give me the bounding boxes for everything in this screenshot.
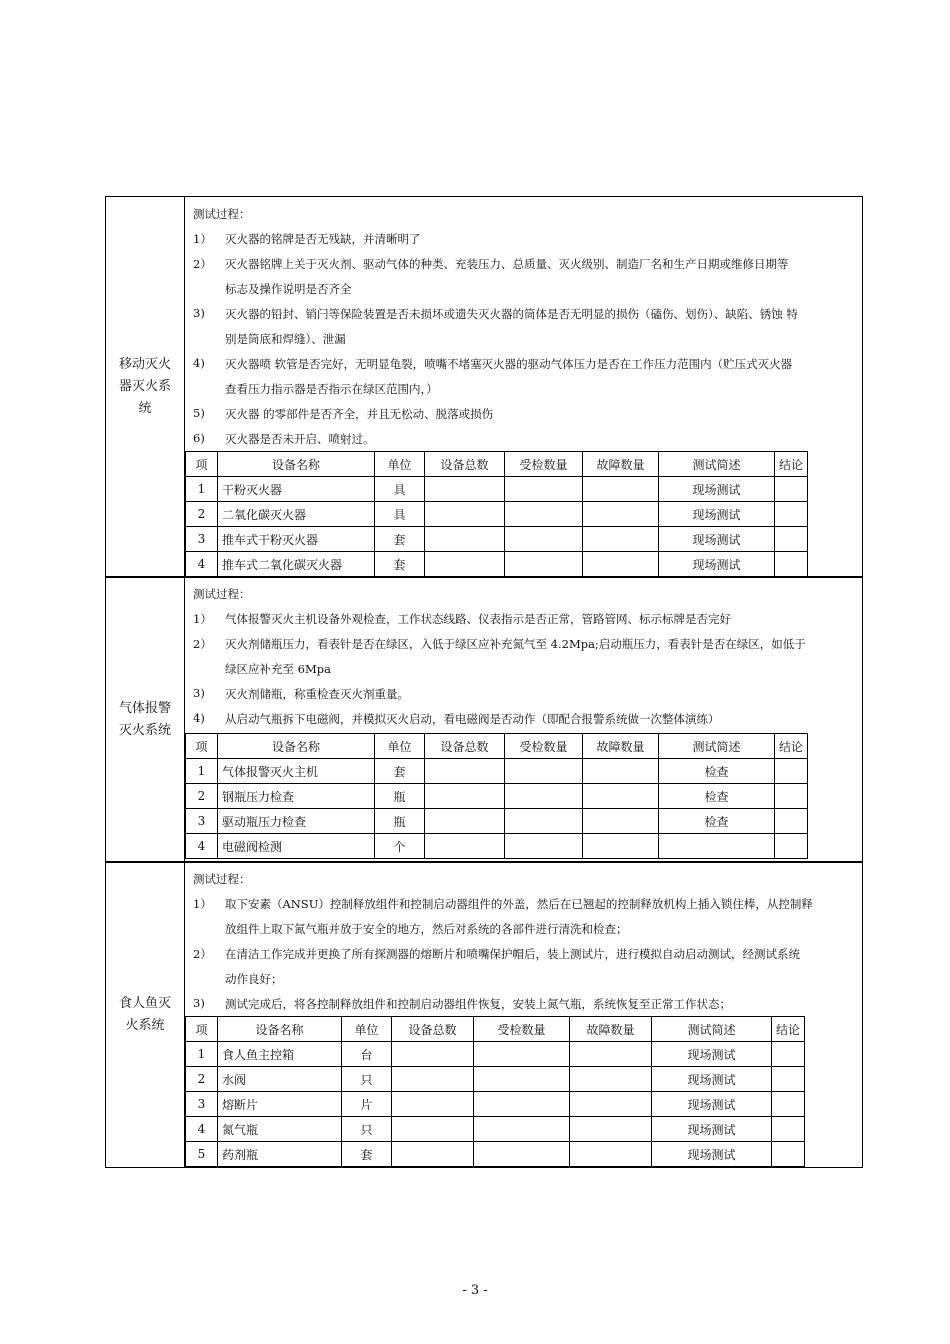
process-step-line	[193, 231, 856, 251]
table-row	[186, 759, 808, 784]
process-step-line	[193, 946, 856, 966]
cell-col-result	[775, 759, 808, 784]
cell-col-total	[425, 834, 505, 859]
header-col-name: 设备名称	[218, 734, 375, 759]
cell-col-desc: 现场测试	[659, 502, 775, 527]
cell-col-unit: 套	[375, 527, 425, 552]
cell-col-total	[425, 759, 505, 784]
cell-col-desc: 检查	[659, 759, 775, 784]
cell-col-unit: 具	[375, 477, 425, 502]
process-title: 测试过程：	[193, 207, 251, 221]
process-step-line	[193, 686, 856, 706]
section-label	[106, 197, 185, 576]
cell-col-total	[425, 477, 505, 502]
cell-col-unit: 只	[342, 1117, 392, 1142]
cell-col-checked	[474, 1067, 570, 1092]
header-col-fault: 故障数量	[570, 1017, 652, 1042]
cell-col-result	[772, 1042, 805, 1067]
section-label-line: 火系统	[125, 1018, 165, 1033]
cell-col-no: 1	[186, 1042, 218, 1067]
process-step-line	[193, 406, 856, 426]
cell-col-unit: 瓶	[375, 784, 425, 809]
table-row	[186, 502, 808, 527]
process-title: 测试过程：	[193, 587, 251, 601]
cell-col-total	[392, 1067, 474, 1092]
process-step-number: 4)	[193, 356, 205, 370]
cell-col-checked	[474, 1042, 570, 1067]
section-label-line: 器灭火系	[118, 378, 171, 394]
cell-col-desc: 现场测试	[652, 1142, 772, 1167]
table-row	[186, 1142, 805, 1167]
process-step-number: 2）	[193, 947, 212, 961]
cell-col-unit: 片	[342, 1092, 392, 1117]
cell-col-checked	[505, 759, 583, 784]
table-header-row	[186, 1017, 805, 1042]
process-step-text: 灭火器的铭牌是否无残缺，并清晰明了	[225, 232, 421, 246]
process-step-number: 3)	[193, 686, 205, 700]
equipment-table	[185, 733, 808, 859]
table-row	[186, 1067, 805, 1092]
cell-col-no: 3	[186, 527, 218, 552]
table-header-row	[186, 452, 808, 477]
table-row	[186, 1092, 805, 1117]
header-col-fault: 故障数量	[583, 734, 659, 759]
process-step-line	[193, 996, 856, 1016]
cell-col-name: 氮气瓶	[218, 1117, 342, 1142]
cell-col-no: 3	[186, 809, 218, 834]
cell-col-desc: 现场测试	[659, 552, 775, 577]
cell-col-result	[775, 552, 808, 577]
section-label-line: 移动灭火	[118, 356, 171, 372]
cell-col-fault	[570, 1117, 652, 1142]
process-step-text: 灭火器的铅封、销闩等保险装置是否未损坏或遗失灭火器的筒体是否无明显的损伤（磕伤、划伤）、缺陷、锈蚀 特	[225, 307, 798, 321]
process-step-text: 灭火器喷 软管是否完好，无明显龟裂，喷嘴不堵塞灭火器的驱动气体压力是否在工作压力范围内（贮压式灭火器	[225, 357, 793, 371]
cell-col-unit: 只	[342, 1067, 392, 1092]
cell-col-result	[775, 809, 808, 834]
cell-col-fault	[583, 527, 659, 552]
process-step-number: 5)	[193, 406, 205, 420]
cell-col-name: 推车式二氧化碳灭火器	[218, 552, 375, 577]
process-step-line	[193, 356, 856, 376]
cell-col-no: 5	[186, 1142, 218, 1167]
equipment-table	[185, 1016, 805, 1167]
cell-col-unit: 套	[375, 552, 425, 577]
table-row	[186, 784, 808, 809]
process-step-line	[193, 611, 856, 631]
cell-col-no: 2	[186, 784, 218, 809]
process-step-number: 2）	[193, 637, 212, 651]
page-number: - 3 -	[462, 1283, 488, 1298]
cell-col-desc: 现场测试	[652, 1067, 772, 1092]
cell-col-total	[392, 1092, 474, 1117]
cell-col-desc: 现场测试	[652, 1117, 772, 1142]
process-step-text: 在清洁工作完成并更换了所有探测器的熔断片和喷嘴保护帽后，装上测试片，进行模拟自动启动测试，经测试系统	[225, 947, 800, 961]
process-step-line	[193, 661, 856, 681]
process-step-text: 灭火剂储瓶，称重检查灭火剂重量。	[225, 687, 409, 701]
cell-col-checked	[474, 1117, 570, 1142]
cell-col-checked	[474, 1142, 570, 1167]
cell-col-name: 推车式干粉灭火器	[218, 527, 375, 552]
cell-col-fault	[583, 784, 659, 809]
header-col-desc: 测试简述	[659, 452, 775, 477]
cell-col-fault	[583, 552, 659, 577]
header-col-no: 项	[186, 1017, 218, 1042]
cell-col-desc: 现场测试	[652, 1042, 772, 1067]
table-row	[186, 834, 808, 859]
cell-col-result	[775, 527, 808, 552]
section-body	[185, 863, 862, 1167]
cell-col-result	[772, 1092, 805, 1117]
cell-col-no: 2	[186, 1067, 218, 1092]
section-label-line: 食人鱼灭	[118, 996, 171, 1011]
header-col-total: 设备总数	[425, 452, 505, 477]
section-label-line: 统	[138, 400, 152, 416]
cell-col-no: 4	[186, 1117, 218, 1142]
cell-col-total	[392, 1117, 474, 1142]
cell-col-desc: 检查	[659, 784, 775, 809]
process-step-number: 1）	[193, 897, 212, 911]
cell-col-unit: 套	[375, 759, 425, 784]
cell-col-no: 4	[186, 834, 218, 859]
header-col-checked: 受检数量	[505, 734, 583, 759]
cell-col-no: 4	[186, 552, 218, 577]
header-col-desc: 测试简述	[652, 1017, 772, 1042]
process-step-number: 1）	[193, 232, 212, 246]
cell-col-checked	[505, 527, 583, 552]
table-row	[186, 527, 808, 552]
cell-col-desc	[659, 834, 775, 859]
section-label-line: 灭火系统	[118, 722, 171, 738]
header-col-checked: 受检数量	[505, 452, 583, 477]
table-row	[186, 1117, 805, 1142]
cell-col-result	[772, 1067, 805, 1092]
process-step-number: 6)	[193, 431, 205, 445]
cell-col-unit: 套	[342, 1142, 392, 1167]
cell-col-desc: 现场测试	[659, 527, 775, 552]
equipment-table	[185, 451, 808, 577]
process-step-number: 2）	[193, 257, 212, 271]
cell-col-total	[392, 1042, 474, 1067]
process-step-line	[193, 431, 856, 451]
cell-col-desc: 检查	[659, 809, 775, 834]
process-step-text: 放组件上取下氮气瓶并放于安全的地方，然后对系统的各部件进行清洗和检查；	[225, 922, 628, 936]
header-col-name: 设备名称	[218, 1017, 342, 1042]
process-step-text: 标志及操作说明是否齐全	[225, 282, 352, 296]
cell-col-checked	[505, 784, 583, 809]
process-step-line	[193, 281, 856, 301]
header-col-result: 结论	[775, 452, 808, 477]
cell-col-fault	[570, 1092, 652, 1117]
cell-col-unit: 台	[342, 1042, 392, 1067]
cell-col-unit: 个	[375, 834, 425, 859]
table-row	[186, 809, 808, 834]
cell-col-fault	[570, 1142, 652, 1167]
section-body	[185, 578, 862, 861]
process-step-number: 3)	[193, 306, 205, 320]
cell-col-total	[425, 552, 505, 577]
section-label	[106, 863, 185, 1167]
process-step-line	[193, 971, 856, 991]
table-header-row	[186, 734, 808, 759]
cell-col-no: 1	[186, 477, 218, 502]
cell-col-unit: 瓶	[375, 809, 425, 834]
header-col-no: 项	[186, 734, 218, 759]
cell-col-fault	[570, 1067, 652, 1092]
table-row	[186, 477, 808, 502]
process-step-text: 测试完成后，将各控制释放组件和控制启动器组件恢复，安装上氮气瓶，系统恢复至正常工作状态；	[225, 997, 731, 1011]
cell-col-name: 电磁阀检测	[218, 834, 375, 859]
process-step-number: 1）	[193, 612, 212, 626]
process-title: 测试过程：	[193, 872, 251, 886]
cell-col-total	[425, 809, 505, 834]
cell-col-result	[775, 502, 808, 527]
header-col-result: 结论	[775, 734, 808, 759]
cell-col-fault	[583, 759, 659, 784]
cell-col-total	[392, 1142, 474, 1167]
cell-col-no: 2	[186, 502, 218, 527]
header-col-total: 设备总数	[392, 1017, 474, 1042]
process-step-line	[193, 921, 856, 941]
cell-col-fault	[583, 477, 659, 502]
process-step-line	[193, 331, 856, 351]
header-col-desc: 测试简述	[659, 734, 775, 759]
process-step-text: 灭火器 的零部件是否齐全，并且无松动、脱落或损伤	[225, 407, 494, 421]
process-step-line	[193, 636, 856, 656]
process-step-line	[193, 711, 856, 731]
cell-col-name: 二氧化碳灭火器	[218, 502, 375, 527]
cell-col-checked	[505, 552, 583, 577]
cell-col-name: 水阀	[218, 1067, 342, 1092]
cell-col-checked	[505, 477, 583, 502]
header-col-total: 设备总数	[425, 734, 505, 759]
cell-col-fault	[583, 502, 659, 527]
process-step-line	[193, 896, 856, 916]
cell-col-no: 3	[186, 1092, 218, 1117]
cell-col-checked	[505, 809, 583, 834]
cell-col-name: 熔断片	[218, 1092, 342, 1117]
cell-col-name: 药剂瓶	[218, 1142, 342, 1167]
process-step-line	[193, 256, 856, 276]
cell-col-fault	[583, 809, 659, 834]
process-step-line	[193, 381, 856, 401]
cell-col-name: 驱动瓶压力检查	[218, 809, 375, 834]
header-col-fault: 故障数量	[583, 452, 659, 477]
process-step-text: 查看压力指示器是否指示在绿区范围内，）	[225, 382, 438, 396]
table-row	[186, 1042, 805, 1067]
cell-col-total	[425, 784, 505, 809]
cell-col-result	[772, 1142, 805, 1167]
process-step-line	[193, 306, 856, 326]
cell-col-name: 钢瓶压力检查	[218, 784, 375, 809]
process-step-text: 气体报警灭火主机设备外观检查，工作状态线路、仪表指示是否正常，管路管网、标示标牌是否完好	[225, 612, 731, 626]
cell-col-desc: 现场测试	[659, 477, 775, 502]
cell-col-checked	[474, 1092, 570, 1117]
header-col-unit: 单位	[375, 452, 425, 477]
process-step-text: 动作良好；	[225, 972, 283, 986]
cell-col-name: 食人鱼主控箱	[218, 1042, 342, 1067]
section-body	[185, 197, 862, 576]
section-1	[105, 196, 863, 577]
cell-col-checked	[505, 834, 583, 859]
cell-col-unit: 具	[375, 502, 425, 527]
cell-col-fault	[570, 1042, 652, 1067]
process-step-text: 从启动气瓶拆下电磁阀，并模拟灭火启动，看电磁阀是否动作（即配合报警系统做一次整体演练）	[225, 712, 720, 726]
cell-col-name: 气体报警灭火主机	[218, 759, 375, 784]
cell-col-total	[425, 527, 505, 552]
process-step-text: 灭火器是否未开启、喷射过。	[225, 432, 375, 446]
process-step-text: 绿区应补充至 6Mpa	[225, 662, 331, 676]
header-col-name: 设备名称	[218, 452, 375, 477]
section-label-line: 气体报警	[118, 700, 171, 716]
process-step-number: 4)	[193, 711, 205, 725]
header-col-result: 结论	[772, 1017, 805, 1042]
section-label	[106, 578, 185, 861]
cell-col-result	[775, 784, 808, 809]
header-col-checked: 受检数量	[474, 1017, 570, 1042]
cell-col-no: 1	[186, 759, 218, 784]
cell-col-result	[775, 477, 808, 502]
table-row	[186, 552, 808, 577]
cell-col-result	[775, 834, 808, 859]
cell-col-result	[772, 1117, 805, 1142]
process-step-text: 别是筒底和焊缝）、泄漏	[225, 332, 346, 346]
cell-col-total	[425, 502, 505, 527]
section-2	[105, 577, 863, 862]
cell-col-desc: 现场测试	[652, 1092, 772, 1117]
cell-col-name: 干粉灭火器	[218, 477, 375, 502]
process-step-text: 取下安素（ANSU）控制释放组件和控制启动器组件的外盖，然后在已翘起的控制释放机构上插入锁住棒，从控制释	[225, 897, 813, 911]
cell-col-fault	[583, 834, 659, 859]
process-step-number: 3)	[193, 996, 205, 1010]
process-step-text: 灭火剂储瓶压力，看表针是否在绿区，入低于绿区应补充氮气至 4.2Mpa;启动瓶压力，看表针是否在绿区，如低于	[225, 637, 806, 651]
process-step-text: 灭火器铭牌上关于灭火剂、驱动气体的种类、充装压力、总质量、灭火级别、制造厂名和生产日期或维修日期等	[225, 257, 789, 271]
section-3	[105, 862, 863, 1168]
header-col-unit: 单位	[342, 1017, 392, 1042]
cell-col-checked	[505, 502, 583, 527]
header-col-unit: 单位	[375, 734, 425, 759]
header-col-no: 项	[186, 452, 218, 477]
